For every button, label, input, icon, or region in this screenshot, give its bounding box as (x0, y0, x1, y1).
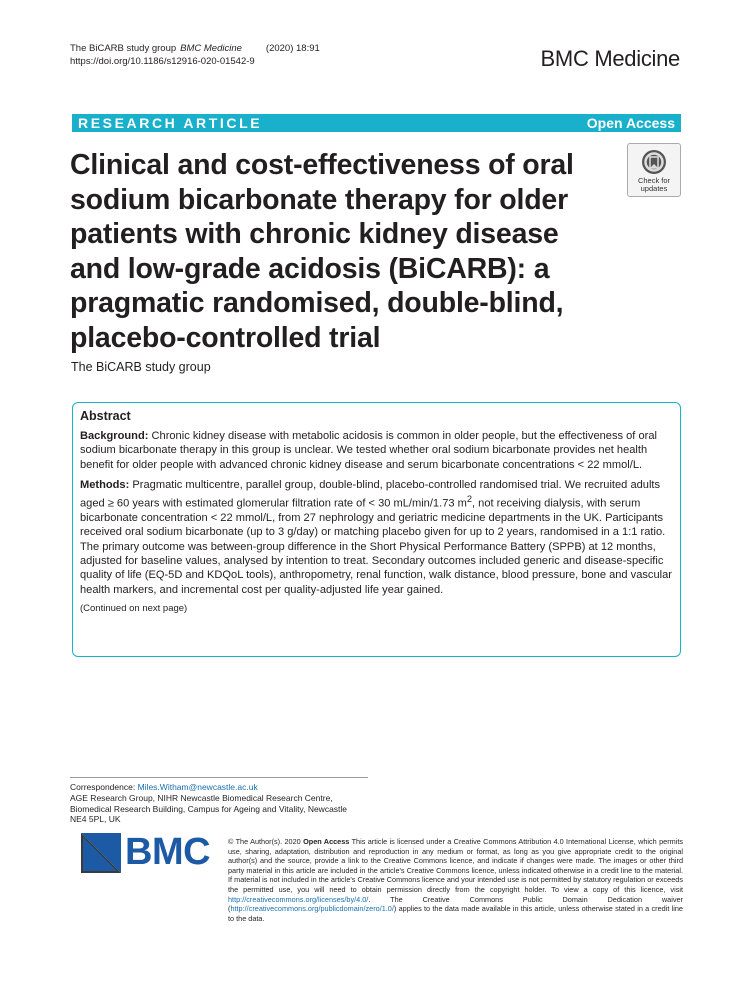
article-title: Clinical and cost-effectiveness of oral sodium bicarbonate therapy for older patients with chronic kidney disease and low-grade acidosis (BiCARB): a pragmatic randomised, double-blind, placebo-controlled trial (70, 149, 574, 354)
abstract-background (80, 429, 672, 472)
running-header (70, 42, 324, 68)
affiliation-line-2: Biomedical Research Building, Campus for Ageing and Vitality, Newcastle (70, 803, 348, 814)
affiliation-line-1: AGE Research Group, NIHR Newcastle Biomedical Research Centre, (70, 792, 333, 803)
continued-note: (Continued on next page) (80, 602, 188, 614)
open-access-label: Open Access (586, 115, 675, 131)
methods-text-2: , not receiving dialysis, with serum bicarbonate concentration < 22 mmol/L, from 27 nephrology and geriatric medicine departments in the UK. Participants received oral sodium bicarbonate (up to 3 g/day) or matching placebo given for up to 2 years, randomised in a 1:1 ratio. The primary outcome was between-group difference in the Short Physical Performance Battery (SPPB) at 12 months, adjusted for baseline values, analysed by intention to treat. Secondary outcomes included generic and disease-specific quality of life (EQ-5D and KDQoL tools), anthropometry, renal function, walk distance, blood pressure, bone and vascular health markers, and incremental cost per quality-adjusted life year gained. (80, 497, 672, 596)
affiliation-line-3: NE4 5PL, UK (70, 814, 121, 825)
correspondence-label: Correspondence: (70, 782, 136, 792)
citation-line (70, 42, 324, 55)
correspondence-email[interactable]: Miles.Witham@newcastle.ac.uk (137, 782, 258, 792)
bmc-logo (81, 831, 210, 874)
abstract-box (72, 402, 681, 657)
methods-superscript: 2 (466, 494, 473, 505)
article-type-banner (72, 114, 681, 132)
check-updates-icon (641, 149, 667, 175)
license-statement: © The Author(s). 2020 Open Access This article is licensed under a Creative Commons Attribution 4.0 International License, which permits use, sharing, adaptation, distribution and reproduction in any medium or format, as long as you give appropriate credit to the original author(s) and the source, provide a link to the Creative Commons licence, and indicate if changes were made. The images or other third party material in this article are included in the article's Creative Commons licence, unless indicated otherwise in a credit line to the material. If material is not included in the article's Creative Commons licence and your intended use is not permitted by statutory regulation or exceeds the permitted use, you will need to obtain permission directly from the copyright holder. To view a copy of this licence, visit http://creativecommons.org/licenses/by/4.0/. The Creative Commons Public Domain Dedication waiver (http://creativecommons.org/publicdomain/zero/1.0/) applies to the data made available in this article, unless otherwise stated in a credit line to the data. (228, 837, 684, 923)
article-type-label: RESEARCH ARTICLE (78, 115, 263, 131)
abstract-heading: Abstract (80, 409, 131, 423)
cc-by-license-link[interactable]: http://creativecommons.org/licenses/by/4.0/ (228, 894, 369, 904)
check-updates-text: Check for updates (637, 176, 671, 193)
footnote-divider (70, 777, 368, 778)
doi-link[interactable]: https://doi.org/10.1186/s12916-020-01542-9 (70, 56, 255, 67)
correspondence-line (70, 782, 347, 793)
check-for-updates-badge[interactable] (627, 143, 681, 197)
background-text: Chronic kidney disease with metabolic acidosis is common in older people, but the effectiveness of oral sodium bicarbonate therapy in this group is unclear. We tested whether oral sodium bicarbonate provides net health benefit for older people with advanced chronic kidney disease and serum bicarbonate concentrations < 22 mmol/L. (80, 430, 657, 471)
methods-text-1: Pragmatic multicentre, parallel group, double-blind, placebo-controlled randomised trial. We recruited adults aged ≥ 60 years with estimated glomerular filtration rate of < 30 mL/min/1.73 m (80, 478, 661, 510)
bmc-logo-text: BMC (125, 831, 211, 873)
abstract-methods (80, 478, 672, 597)
header-author-group: The BiCARB study group (70, 43, 177, 54)
bmc-logo-mark-icon (81, 833, 121, 873)
header-journal: BMC Medicine (180, 43, 242, 54)
background-label: Background: (80, 430, 149, 442)
footnotes (70, 782, 347, 825)
methods-label: Methods: (80, 478, 130, 491)
cc-zero-link[interactable]: http://creativecommons.org/publicdomain/zero/1.0/ (230, 904, 394, 914)
article-authors: The BiCARB study group (71, 360, 211, 374)
header-year-volume: (2020) 18:91 (265, 43, 320, 54)
journal-brand: BMC Medicine (540, 46, 680, 71)
